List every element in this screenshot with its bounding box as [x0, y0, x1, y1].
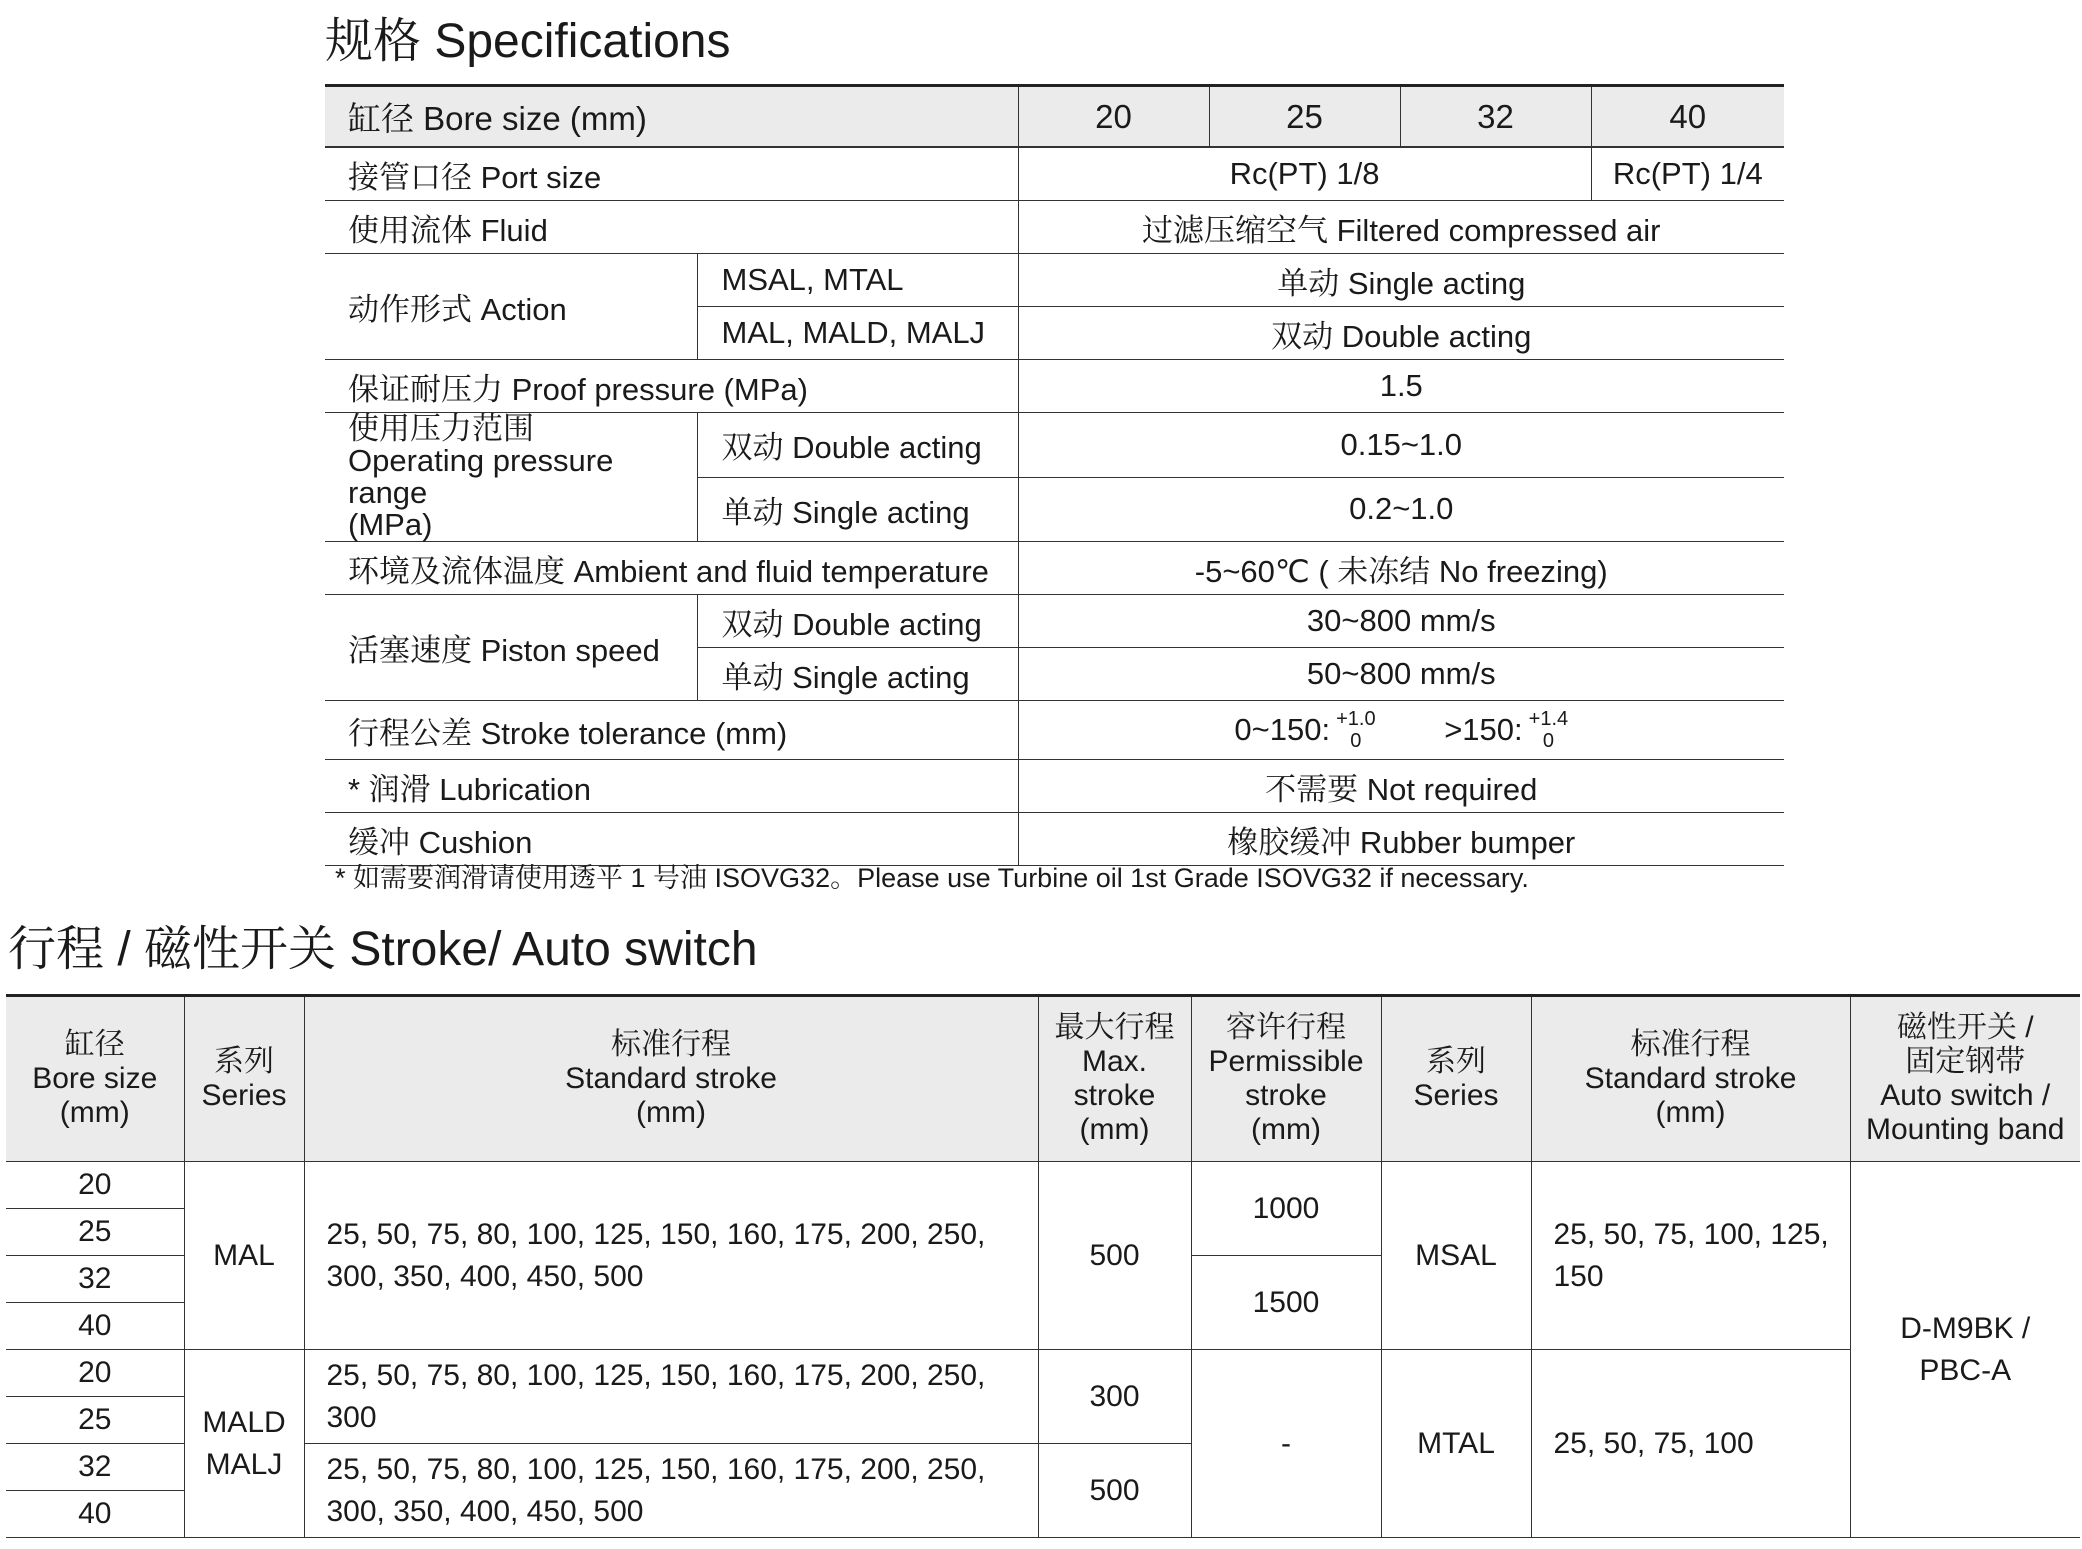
tolerance-b-base: >150:	[1444, 712, 1523, 747]
spec-label-port: 接管口径 Port size	[325, 147, 1018, 201]
header-auto-switch	[1850, 996, 2080, 1162]
spec-speed-single-label: 单动 Single acting	[697, 648, 1018, 701]
permissible-stroke-none: -	[1191, 1350, 1381, 1538]
spec-oprange-double-label: 双动 Double acting	[697, 413, 1018, 478]
mal-max-stroke: 500	[1038, 1162, 1191, 1350]
spec-row-tolerance	[325, 701, 1784, 760]
mald-standard-stroke-1: 25, 50, 75, 80, 100, 125, 150, 160, 175, 200, 250, 300	[304, 1350, 1038, 1444]
tolerance-b-stack	[1529, 708, 1568, 752]
header-series-2	[1381, 996, 1531, 1162]
spec-label-oprange-en: Operating pressure range	[348, 443, 614, 510]
table-row	[6, 1162, 2080, 1209]
spec-value-fluid: 过滤压缩空气 Filtered compressed air	[1018, 201, 1784, 254]
spec-label-cushion: 缓冲 Cushion	[325, 813, 1018, 866]
specifications-table	[325, 84, 1784, 866]
header-switch-en2: Mounting band	[1866, 1113, 2065, 1146]
header-max-cn: 最大行程	[1054, 1011, 1175, 1044]
spec-value-proof: 1.5	[1018, 360, 1784, 413]
stroke-auto-switch-title: 行程 / 磁性开关 Stroke/ Auto switch	[8, 923, 758, 976]
spec-label-temperature: 环境及流体温度 Ambient and fluid temperature	[325, 542, 1018, 595]
spec-value-tolerance	[1018, 701, 1784, 760]
series-mald: MALD	[202, 1405, 286, 1439]
spec-value-action-single: 单动 Single acting	[1018, 254, 1784, 307]
mald-max-stroke-2: 500	[1038, 1444, 1191, 1538]
header-series2-en: Series	[1413, 1079, 1499, 1112]
spec-label-bore: 缸径 Bore size (mm)	[325, 86, 1018, 148]
mald-malj-series-cell	[184, 1350, 304, 1538]
header-bore-unit: (mm)	[59, 1096, 130, 1129]
header-bore-en: Bore size	[32, 1062, 158, 1095]
header-series-en: Series	[201, 1079, 287, 1112]
header-bore	[6, 996, 184, 1162]
spec-row-speed-double	[325, 595, 1784, 648]
spec-value-lubrication: 不需要 Not required	[1018, 760, 1784, 813]
spec-row-fluid	[325, 201, 1784, 254]
bore-cell: 20	[6, 1162, 184, 1209]
header-std2-unit: (mm)	[1655, 1096, 1726, 1129]
header-series2-cn: 系列	[1426, 1045, 1486, 1078]
spec-action-single-series: MSAL, MTAL	[697, 254, 1018, 307]
mal-series-cell: MAL	[184, 1162, 304, 1350]
header-perm-cn: 容许行程	[1226, 1011, 1346, 1044]
mtal-series-cell: MTAL	[1381, 1350, 1531, 1538]
auto-switch-model: D-M9BK /	[1900, 1311, 2031, 1345]
header-std-cn: 标准行程	[611, 1028, 731, 1061]
bore-cell: 25	[6, 1397, 184, 1444]
msal-series-cell: MSAL	[1381, 1162, 1531, 1350]
header-bore-cn: 缸径	[64, 1028, 125, 1061]
mal-standard-stroke: 25, 50, 75, 80, 100, 125, 150, 160, 175, 200, 250, 300, 350, 400, 450, 500	[304, 1162, 1038, 1350]
bore-cell: 25	[6, 1209, 184, 1256]
tolerance-a-upper: +1.0	[1336, 708, 1376, 730]
spec-value-port-small: Rc(PT) 1/8	[1018, 147, 1591, 201]
stroke-table	[6, 994, 2080, 1538]
permissible-stroke-1500: 1500	[1191, 1256, 1381, 1350]
specifications-title: 规格 Specifications	[325, 15, 731, 68]
header-std-unit: (mm)	[636, 1096, 706, 1129]
header-max-stroke	[1038, 996, 1191, 1162]
spec-label-proof: 保证耐压力 Proof pressure (MPa)	[325, 360, 1018, 413]
header-perm-en1: Permissible	[1208, 1045, 1364, 1078]
spec-label-fluid: 使用流体 Fluid	[325, 201, 1018, 254]
spec-row-port	[325, 147, 1784, 201]
tolerance-a-base: 0~150:	[1234, 712, 1331, 747]
spec-action-double-series: MAL, MALD, MALJ	[697, 307, 1018, 360]
spec-bore-40: 40	[1591, 86, 1784, 148]
header-max-en2: stroke	[1073, 1079, 1156, 1112]
tolerance-a-lower: 0	[1350, 730, 1362, 752]
header-std-en: Standard stroke	[565, 1062, 777, 1095]
bore-cell: 40	[6, 1491, 184, 1538]
spec-value-speed-double: 30~800 mm/s	[1018, 595, 1784, 648]
header-permissible-stroke	[1191, 996, 1381, 1162]
series-malj: MALJ	[205, 1447, 283, 1481]
tolerance-b-lower: 0	[1542, 730, 1554, 752]
mald-standard-stroke-2: 25, 50, 75, 80, 100, 125, 150, 160, 175, 200, 250, 300, 350, 400, 450, 500	[304, 1444, 1038, 1538]
mtal-standard-stroke: 25, 50, 75, 100	[1531, 1350, 1850, 1538]
spec-row-oprange-double	[325, 413, 1784, 478]
bore-cell: 32	[6, 1444, 184, 1491]
spec-speed-double-label: 双动 Double acting	[697, 595, 1018, 648]
spec-label-speed: 活塞速度 Piston speed	[325, 595, 697, 701]
header-std2-cn: 标准行程	[1630, 1028, 1751, 1061]
header-switch-cn1: 磁性开关 /	[1896, 1011, 2034, 1044]
auto-switch-cell	[1850, 1162, 2080, 1538]
header-std2-en: Standard stroke	[1584, 1062, 1797, 1095]
spec-bore-25: 25	[1209, 86, 1400, 148]
spec-row-temperature	[325, 542, 1784, 595]
spec-value-port-large: Rc(PT) 1/4	[1591, 147, 1784, 201]
spec-label-tolerance: 行程公差 Stroke tolerance (mm)	[325, 701, 1018, 760]
spec-value-cushion: 橡胶缓冲 Rubber bumper	[1018, 813, 1784, 866]
spec-value-oprange-single: 0.2~1.0	[1018, 477, 1784, 542]
header-series	[184, 996, 304, 1162]
spec-bore-20: 20	[1018, 86, 1209, 148]
tolerance-range-b	[1444, 708, 1568, 752]
spec-label-action: 动作形式 Action	[325, 254, 697, 360]
spec-row-proof	[325, 360, 1784, 413]
spec-value-action-double: 双动 Double acting	[1018, 307, 1784, 360]
spec-label-oprange	[325, 413, 697, 542]
spec-value-speed-single: 50~800 mm/s	[1018, 648, 1784, 701]
mounting-band-model: PBC-A	[1919, 1353, 2012, 1387]
table-row	[6, 1350, 2080, 1397]
tolerance-b-upper: +1.4	[1528, 708, 1569, 730]
spec-oprange-single-label: 单动 Single acting	[697, 477, 1018, 542]
spec-bore-32: 32	[1400, 86, 1591, 148]
header-perm-unit: (mm)	[1251, 1113, 1321, 1146]
bore-cell: 32	[6, 1256, 184, 1303]
bore-cell: 40	[6, 1303, 184, 1350]
header-max-unit: (mm)	[1079, 1113, 1150, 1146]
header-max-en1: Max.	[1081, 1045, 1147, 1078]
stroke-header-row	[6, 996, 2080, 1162]
header-switch-cn2: 固定钢带	[1905, 1045, 2026, 1078]
spec-label-oprange-unit: (MPa)	[348, 507, 433, 542]
header-series-cn: 系列	[214, 1045, 274, 1078]
msal-standard-stroke: 25, 50, 75, 100, 125, 150	[1531, 1162, 1850, 1350]
bore-cell: 20	[6, 1350, 184, 1397]
header-standard-stroke	[304, 996, 1038, 1162]
header-standard-stroke-2	[1531, 996, 1850, 1162]
spec-value-oprange-double: 0.15~1.0	[1018, 413, 1784, 478]
spec-label-oprange-cn: 使用压力范围	[348, 411, 534, 446]
tolerance-a-stack	[1336, 708, 1375, 752]
lubrication-footnote: * 如需要润滑请使用透平 1 号油 ISOVG32。Please use Turbine oil 1st Grade ISOVG32 if necessary.	[335, 863, 1529, 893]
tolerance-range-a	[1234, 708, 1375, 752]
spec-row-lubrication	[325, 760, 1784, 813]
spec-row-action-single	[325, 254, 1784, 307]
permissible-stroke-1000: 1000	[1191, 1162, 1381, 1256]
header-switch-en1: Auto switch /	[1880, 1079, 2051, 1112]
spec-value-temperature: -5~60℃ ( 未冻结 No freezing)	[1018, 542, 1784, 595]
header-perm-en2: stroke	[1245, 1079, 1327, 1112]
spec-label-lubrication: * 润滑 Lubrication	[325, 760, 1018, 813]
spec-row-bore	[325, 86, 1784, 148]
mald-max-stroke-1: 300	[1038, 1350, 1191, 1444]
